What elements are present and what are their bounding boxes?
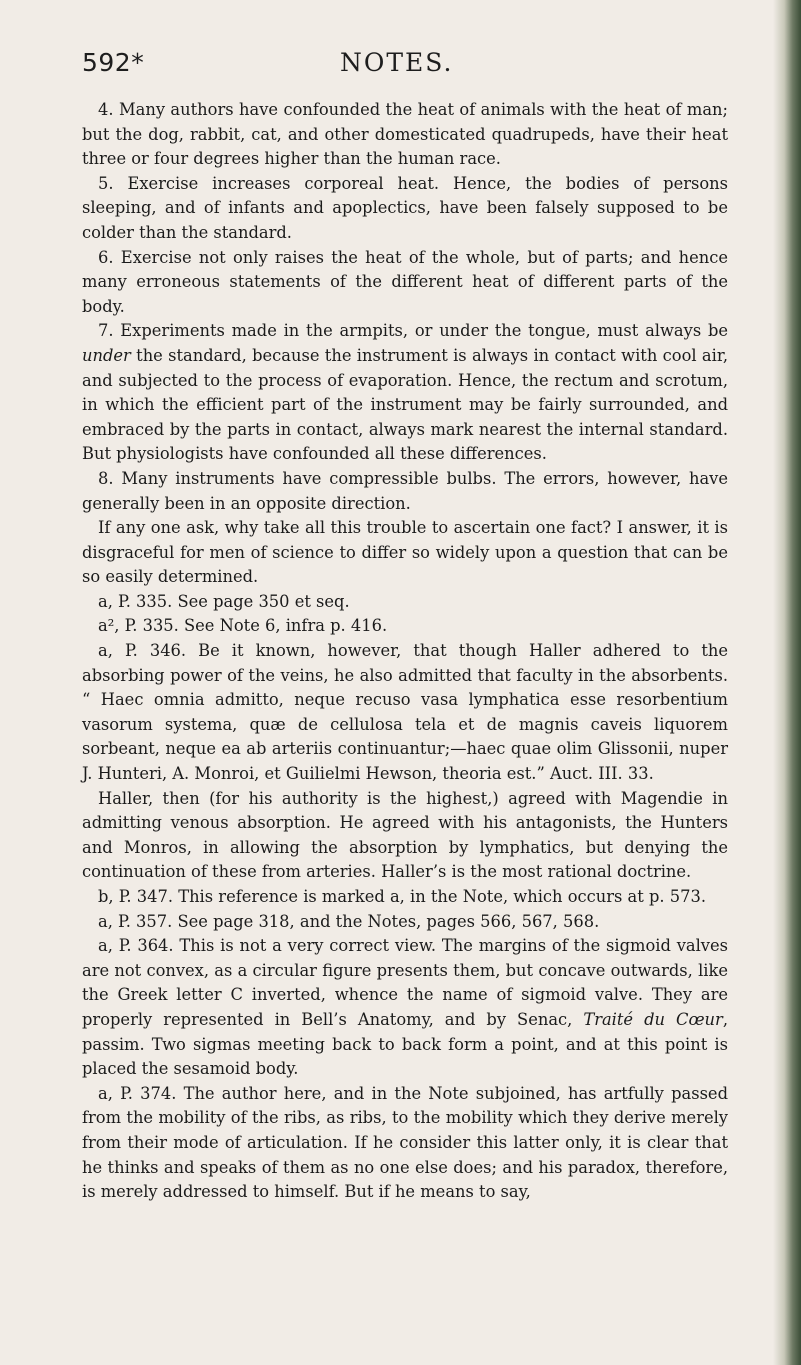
ref-p357-a: a, P. 357. See page 318, and the Notes, pages 566, 567, 568. — [98, 911, 600, 931]
ref-p335-a2: a², P. 335. See Note 6, infra p. 416. — [98, 616, 388, 636]
note-5: 5. Exercise increases corporeal heat. Hence, the bodies of persons sleeping, and of infants and apoplectics, have been falsely supposed to be colder than the standard. — [82, 173, 728, 242]
ref-p335-a: a, P. 335. See page 350 et seq. — [98, 591, 350, 611]
closing-remark: If any one ask, why take all this trouble to ascertain one fact? I answer, it is disgraceful for men of science to differ so widely upon a question that can be so easily determined. — [82, 518, 728, 587]
note-7: 7. Experiments made in the armpits, or under the tongue, must always be under the standard, because the instrument is always in contact with cool air, and subjected to the process of evaporation. Hence, the rectum and scrotum, in which the efficient part of the instrument may be fairly surrounded, and embraced by the parts in contact, always mark nearest the internal standard. But physiologists have confounded all these differences. — [82, 321, 728, 464]
running-title: NOTES. — [340, 48, 454, 77]
italic-text: under — [82, 345, 131, 365]
body-text — [82, 98, 728, 1205]
binding-edge — [773, 0, 801, 1365]
ref-p346-a: a, P. 346. Be it known, however, that though Haller adhered to the absorbing power of the veins, he also admitted that faculty in the absorbents. “ Haec omnia admitto, neque recuso vasa lymphatica esse resorbentium vasorum systema, quæ de cellulosa tela et de magnis caveis liquorem sorbeant, neque ea ab arteriis continuantur;—haec quae olim Glissonii, nuper J. Hunteri, A. Monroi, et Guilielmi Hewson, theoria est.” Auct. III. 33. — [82, 641, 728, 784]
note-8: 8. Many instruments have compressible bulbs. The errors, however, have generally been in an opposite direction. — [82, 468, 728, 513]
ref-p374-a: a, P. 374. The author here, and in the Note subjoined, has artfully passed from the mobility of the ribs, as ribs, to the mobility which they derive merely from their mode of articulation. If he consider this latter only, it is clear that he thinks and speaks of them as no one else does; and his paradox, therefore, is merely addressed to himself. But if he means to say, — [82, 1083, 728, 1202]
ref-p364-a: a, P. 364. This is not a very correct view. The margins of the sigmoid valves are not convex, as a circular figure presents them, but concave outwards, like the Greek letter C inverted, whence the name of sigmoid valve. They are properly represented in Bell’s Anatomy, and by Senac, Traité du Cœur, passim. Two sigmas meeting back to back form a point, and at this point is placed the sesamoid body. — [82, 936, 728, 1079]
note-6: 6. Exercise not only raises the heat of the whole, but of parts; and hence many erroneous statements of the different heat of different parts of the body. — [82, 247, 728, 316]
page-number: 592* — [82, 48, 145, 77]
italic-text: Traité du Cœur — [583, 1009, 723, 1029]
note-4: 4. Many authors have confounded the heat of animals with the heat of man; but the dog, rabbit, cat, and other domesticated quadrupeds, have their heat three or four degrees higher than the human race. — [82, 100, 728, 169]
page-header — [82, 48, 702, 88]
ref-p347-b: b, P. 347. This reference is marked a, in the Note, which occurs at p. 573. — [98, 887, 707, 906]
haller-paragraph: Haller, then (for his authority is the highest,) agreed with Magendie in admitting venous absorption. He agreed with his antagonists, the Hunters and Monros, in allowing the absorption by lymphatics, but denying the continuation of these from arteries. Haller’s is the most rational doctrine. — [82, 788, 728, 882]
